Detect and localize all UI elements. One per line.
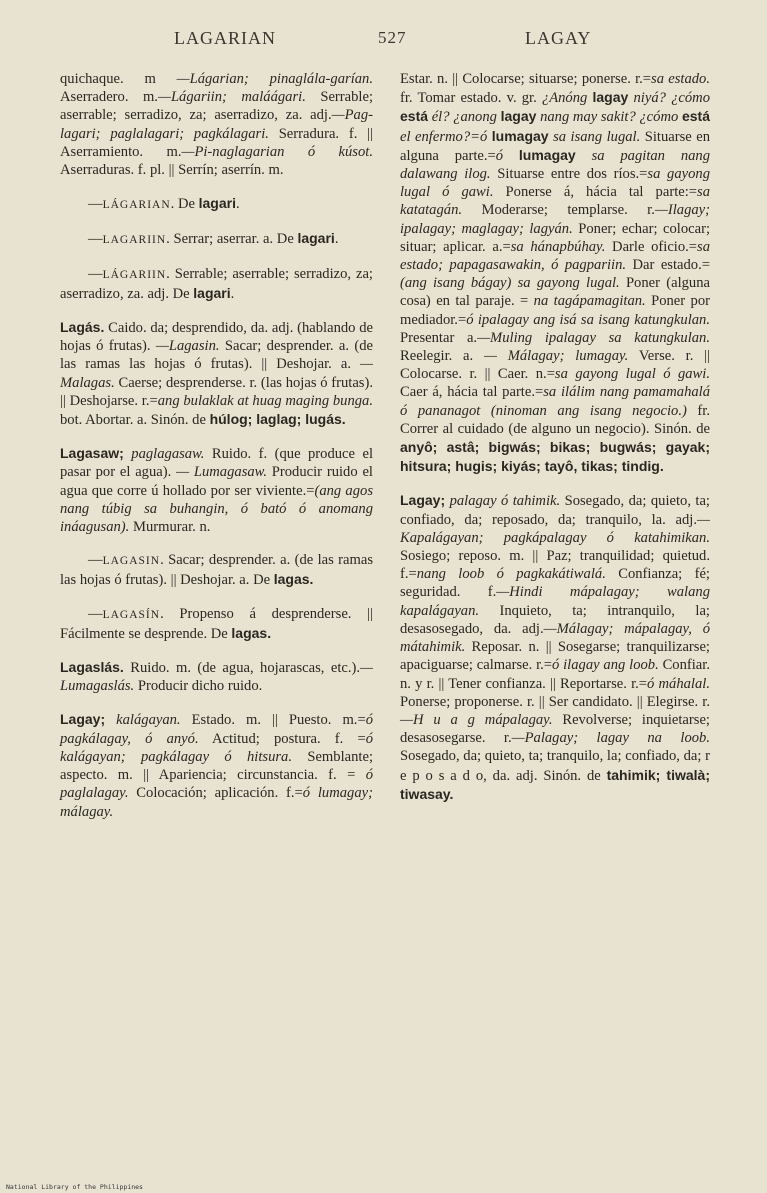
dictionary-entry: Lagasaw; paglagasaw. Ruido. f. (que produce el pasar por el agua). — Lumagasaw. Producir ruido el agua que corre ú hollado por ser viviente.=(ang agos nang túbig sa buhangin, ó bató ó anomang ináagusan). Murmurar. n. [60,445,373,536]
dictionary-entry: —LÁGARIIN. Serrable; aserrable; serradizo, za; aserradizo, za. adj. De lagari. [60,265,373,302]
header-left-guideword: LAGARIAN [174,28,276,48]
dictionary-entry: —LÁGARIAN. De lagari. [88,195,240,213]
dictionary-entry: quichaque. m —Lágarian; pinaglála-garían. Aserradero. m.—Lágariin; maláágari. Serrable; aserrable; serradizo, za; aserradizo, za. adj.—Pag-lagari; paglalagari; pagkálagari. Serradura. f. || Aserramiento. m.—Pi-naglagarian ó kúsot. Aserraduras. f. pl. || Serrín; aserrín. m. [60,71,373,179]
left-column [60,70,373,836]
dictionary-entry: Estar. n. || Colocarse; situarse; ponerse. r.=sa estado. fr. Tomar estado. v. gr. ¿Anóng lagay niyá? ¿cómo está él? ¿anong lagay nang may sakit? ¿cómo está el enfermo?=ó lumagay sa isang lugal. Situarse en alguna parte.=ó lumagay sa pagitan nang dalawang ilog. Situarse entre dos ríos.=sa gayong lugal ó gawi. Ponerse á, hácia tal parte:=sa katatagán. Moderarse; templarse. r.—Ilagay; ipalagay; maglagay; lagyán. Poner; echar; colocar; situar; aplicar. a.=sa hánapbúhay. Darle oficio.=sa estado; papagasawakin, ó pagpariin. Dar estado.=(ang isang bágay) sa gayong lugal. Poner (alguna cosa) en tal paraje. = na tagápamagitan. Poner por mediador.=ó ipalagay ang isá sa isang katungkulan. Presentar a.—Muling ipalagay sa katungkulan. Reelegir. a. — Málagay; lumagay. Verse. r. || Colocarse. r. || Caer. n.=sa gayong lugal ó gawi. Caer á, hácia tal parte.=sa ilálim nang pamamahalá ó pananagot (ninoman ang isang negocio.) fr. Correr al cuidado (de alguno un negocio). Sinón. de anyô; astâ; bigwás; bikas; bugwás; gayak; hitsura; hugis; kiyás; tayô, tikas; tindig. [400,71,711,475]
header-right-guideword: LAGAY [525,28,592,48]
dictionary-entry: Lagay; kalágayan. Estado. m. || Puesto. m.=ó pagkálagay, ó anyó. Actitud; postura. f. =ó kalágayan; pagkálagay ó hitsura. Semblante; aspecto. m. || Apariencia; circunstancia. f. = ó paglalagay. Colocación; aplicación. f.=ó lumagay; málagay. [60,711,373,820]
dictionary-entry: —LAGARIIN. Serrar; aserrar. a. De lagari. [88,230,339,248]
dictionary-entry: Lagay; palagay ó tahimik. Sosegado, da; quieto, ta; confiado, da; reposado, da; tranquilo, la. adj.—Kapalágayan; pagkápalagay ó katahimikan. Sosiego; reposo. m. || Paz; tranquilidad; quietud. f.=nang loob ó pagkakátiwalá. Confianza; fé; seguridad. f.—Hindi mápalagay; walang kapalágayan. Inquieto, ta; intranquilo, la; desasosegado, da. adj.—Málagay; mápalagay, ó mátahimik. Reposar. n. || Sosegarse; tranquilizarse; apaciguarse; calmarse. r.=ó ilagay ang loob. Confiar. n. y r. || Tener confianza. || Reportarse. r.=ó máhalal. Ponerse; proponerse. r. || Ser candidato. || Elegirse. r.—H u a g mápalagay. Revolverse; inquietarse; desasosegarse. r.—Palagay; lagay na loob. Sosegado, da; quieto, ta; tranquilo, la; confiado, da; r e p o s a d o, da. adj. Sinón. de tahimik; tiwalà; tiwasay. [400,492,710,802]
right-column [400,70,710,819]
dictionary-entry: Lagaslás. Ruido. m. (de agua, hojarascas, etc.).—Lumagaslás. Producir dicho ruido. [60,659,373,695]
library-footer: National Library of the Philippines [6,1183,143,1191]
dictionary-entry: —LAGASIN. Sacar; desprender. a. (de las ramas las hojas ó frutas). || Deshojar. a. De lagas. [60,552,373,589]
dictionary-entry: —LAGASÍN. Propenso á desprenderse. || Fácilmente se desprende. De lagas. [60,605,373,642]
dictionary-entry: Lagás. Caido. da; desprendido, da. adj. (hablando de hojas ó frutas). —Lagasin. Sacar; desprender. a. (de las ramas las hojas ó frutas). || Deshojar. a. —Malagas. Caerse; desprenderse. r. (las hojas ó frutas). || Deshojarse. r.=ang bulaklak at huag maging bunga. bot. Abortar. a. Sinón. de húlog; laglag; lugás. [60,319,373,429]
page-number: 527 [378,28,407,47]
